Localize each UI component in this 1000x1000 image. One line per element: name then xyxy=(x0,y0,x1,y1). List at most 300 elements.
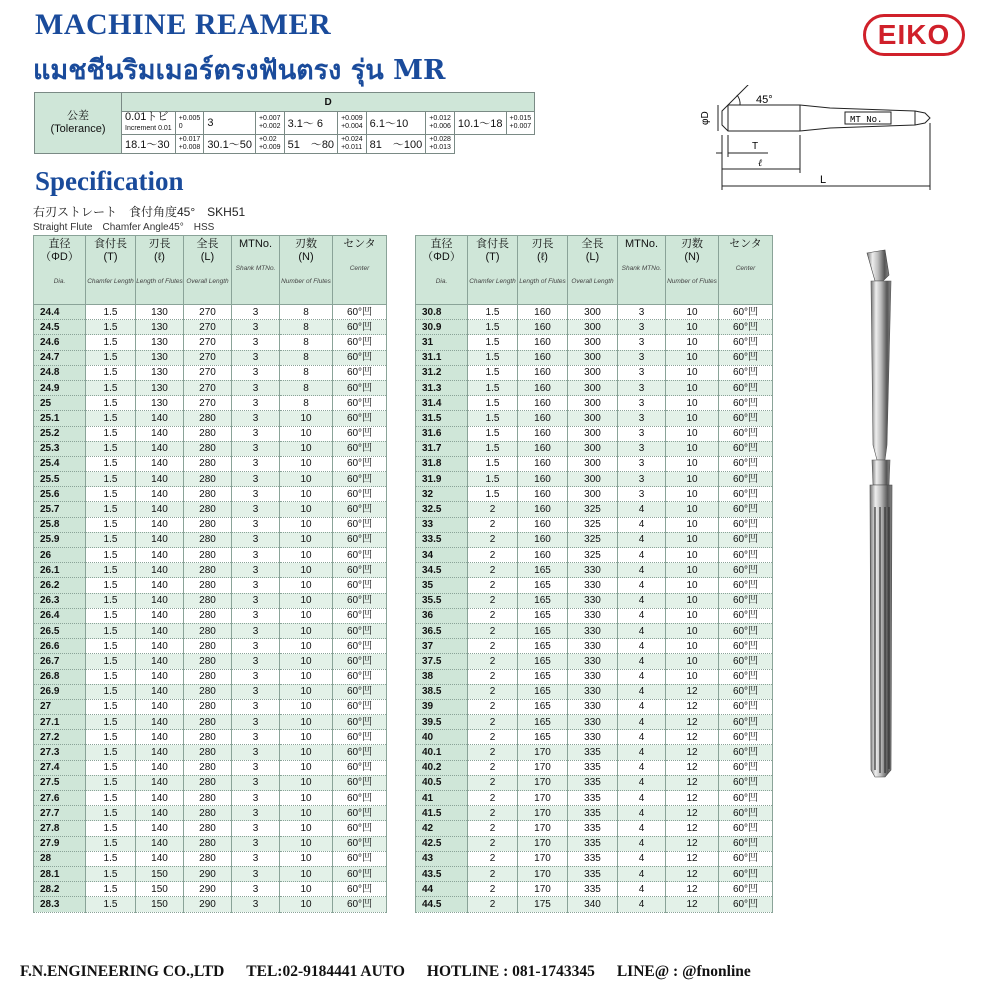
table-cell: 10 xyxy=(666,411,719,426)
tolerance-value: +0.009 +0.004 xyxy=(338,112,367,135)
table-cell: 60°凹 xyxy=(333,684,387,699)
table-cell: 150 xyxy=(136,882,184,897)
table-cell: 4 xyxy=(618,669,666,684)
table-cell: 1.5 xyxy=(86,502,136,517)
table-cell: 4 xyxy=(618,532,666,547)
table-cell: 335 xyxy=(568,851,618,866)
table-cell: 2 xyxy=(468,730,518,745)
table-cell: 1.5 xyxy=(86,487,136,502)
table-row xyxy=(416,472,773,487)
table-cell: 270 xyxy=(184,335,232,350)
table-cell: 165 xyxy=(518,578,568,593)
table-cell: 10 xyxy=(280,548,333,563)
column-header-en: Shank MTNo. xyxy=(235,265,276,272)
table-cell: 335 xyxy=(568,821,618,836)
table-cell: 160 xyxy=(518,532,568,547)
table-row xyxy=(416,441,773,456)
specification-heading: Specification xyxy=(35,166,184,196)
column-header-en: Number of Flutes xyxy=(281,278,331,285)
column-header-jp: 食付長 xyxy=(476,238,509,250)
table-cell: 10 xyxy=(666,639,719,654)
table-cell: 3 xyxy=(232,882,280,897)
table-cell: 26.3 xyxy=(34,593,86,608)
table-cell: 325 xyxy=(568,502,618,517)
table-row xyxy=(416,380,773,395)
footer-company: F.N.ENGINEERING CO.,LTD xyxy=(20,963,225,980)
table-row xyxy=(34,456,387,471)
table-cell: 2 xyxy=(468,715,518,730)
table-cell: 280 xyxy=(184,548,232,563)
table-cell: 60°凹 xyxy=(719,456,773,471)
table-cell: 330 xyxy=(568,623,618,638)
table-cell: 60°凹 xyxy=(719,745,773,760)
table-cell: 1.5 xyxy=(468,456,518,471)
t-label: T xyxy=(752,141,759,152)
table-cell: 25.4 xyxy=(34,456,86,471)
table-cell: 26.9 xyxy=(34,684,86,699)
table-cell: 31.6 xyxy=(416,426,468,441)
table-cell: 3 xyxy=(232,563,280,578)
table-row xyxy=(34,851,387,866)
table-cell: 1.5 xyxy=(86,350,136,365)
table-cell: 2 xyxy=(468,623,518,638)
table-cell: 1.5 xyxy=(468,441,518,456)
footer-hotline: HOTLINE : 081-1743345 xyxy=(426,963,595,980)
table-cell: 10 xyxy=(280,654,333,669)
table-cell: 27.9 xyxy=(34,836,86,851)
table-cell: 2 xyxy=(468,563,518,578)
table-row xyxy=(34,684,387,699)
table-cell: 60°凹 xyxy=(719,320,773,335)
table-cell: 31.1 xyxy=(416,350,468,365)
tolerance-label xyxy=(35,93,122,154)
table-cell: 28.2 xyxy=(34,882,86,897)
table-row xyxy=(34,563,387,578)
table-cell: 165 xyxy=(518,684,568,699)
table-cell: 160 xyxy=(518,426,568,441)
tolerance-value: +0.02 +0.009 xyxy=(255,135,284,154)
column-header xyxy=(136,236,184,305)
table-cell: 3 xyxy=(232,456,280,471)
table-cell: 60°凹 xyxy=(333,608,387,623)
table-row xyxy=(416,411,773,426)
table-cell: 280 xyxy=(184,426,232,441)
table-cell: 4 xyxy=(618,623,666,638)
table-cell: 140 xyxy=(136,654,184,669)
tolerance-value: +0.024 +0.011 xyxy=(338,135,367,154)
column-header-symbol: (T) xyxy=(103,251,118,263)
table-cell: 60°凹 xyxy=(719,578,773,593)
table-row xyxy=(416,882,773,897)
table-cell: 60°凹 xyxy=(333,396,387,411)
table-cell: 130 xyxy=(136,365,184,380)
table-cell: 1.5 xyxy=(86,305,136,320)
table-cell: 160 xyxy=(518,411,568,426)
table-cell: 300 xyxy=(568,320,618,335)
table-cell: 300 xyxy=(568,441,618,456)
table-cell: 60°凹 xyxy=(333,897,387,912)
column-header-en: Chamfer Length xyxy=(469,278,516,285)
angle-label: 45° xyxy=(756,94,773,106)
tolerance-table xyxy=(34,92,535,154)
table-cell: 60°凹 xyxy=(719,502,773,517)
tolerance-range: 3.1～ 6 xyxy=(284,112,337,135)
table-cell: 12 xyxy=(666,791,719,806)
table-cell: 290 xyxy=(184,897,232,912)
table-cell: 1.5 xyxy=(86,456,136,471)
table-cell: 24.6 xyxy=(34,335,86,350)
table-cell: 300 xyxy=(568,305,618,320)
table-row xyxy=(34,699,387,714)
table-cell: 60°凹 xyxy=(719,517,773,532)
table-cell: 300 xyxy=(568,365,618,380)
table-cell: 36.5 xyxy=(416,623,468,638)
table-cell: 140 xyxy=(136,472,184,487)
table-cell: 160 xyxy=(518,380,568,395)
table-cell: 60°凹 xyxy=(719,365,773,380)
table-cell: 10 xyxy=(280,426,333,441)
table-cell: 140 xyxy=(136,411,184,426)
table-cell: 1.5 xyxy=(468,426,518,441)
table-cell: 165 xyxy=(518,623,568,638)
table-row xyxy=(416,791,773,806)
table-cell: 28.3 xyxy=(34,897,86,912)
table-cell: 3 xyxy=(618,456,666,471)
table-cell: 170 xyxy=(518,882,568,897)
table-cell: 1.5 xyxy=(86,380,136,395)
table-cell: 140 xyxy=(136,502,184,517)
table-cell: 1.5 xyxy=(86,866,136,881)
column-header-symbol: (N) xyxy=(684,251,700,263)
table-row xyxy=(416,548,773,563)
table-cell: 160 xyxy=(518,502,568,517)
table-cell: 3 xyxy=(232,821,280,836)
table-cell: 10 xyxy=(280,699,333,714)
table-cell: 2 xyxy=(468,821,518,836)
tolerance-range: 3 xyxy=(204,112,256,135)
table-cell: 3 xyxy=(618,350,666,365)
table-cell: 4 xyxy=(618,760,666,775)
table-cell: 1.5 xyxy=(86,365,136,380)
table-cell: 3 xyxy=(232,305,280,320)
table-cell: 35.5 xyxy=(416,593,468,608)
table-cell: 335 xyxy=(568,791,618,806)
table-row xyxy=(34,335,387,350)
table-cell: 4 xyxy=(618,548,666,563)
table-cell: 3 xyxy=(232,548,280,563)
table-cell: 10 xyxy=(280,836,333,851)
table-cell: 60°凹 xyxy=(719,563,773,578)
table-cell: 280 xyxy=(184,791,232,806)
table-cell: 60°凹 xyxy=(333,806,387,821)
table-cell: 2 xyxy=(468,836,518,851)
table-cell: 12 xyxy=(666,699,719,714)
table-cell: 60°凹 xyxy=(719,639,773,654)
column-header-en: Number of Flutes xyxy=(667,278,717,285)
table-cell: 10 xyxy=(280,487,333,502)
table-row xyxy=(416,760,773,775)
table-cell: 330 xyxy=(568,669,618,684)
table-cell: 60°凹 xyxy=(333,563,387,578)
tolerance-range: 30.1～50 xyxy=(204,135,256,154)
table-cell: 10 xyxy=(666,380,719,395)
table-cell: 4 xyxy=(618,821,666,836)
spec-table-header xyxy=(34,236,387,305)
table-cell: 160 xyxy=(518,396,568,411)
table-cell: 10 xyxy=(280,593,333,608)
column-header-symbol: （ΦD） xyxy=(40,251,79,263)
table-cell: 30.8 xyxy=(416,305,468,320)
column-header xyxy=(416,236,468,305)
table-cell: 27.8 xyxy=(34,821,86,836)
table-cell: 300 xyxy=(568,350,618,365)
table-cell: 4 xyxy=(618,684,666,699)
table-cell: 60°凹 xyxy=(333,548,387,563)
table-cell: 1.5 xyxy=(86,730,136,745)
table-row xyxy=(416,806,773,821)
table-cell: 24.4 xyxy=(34,305,86,320)
table-cell: 28.1 xyxy=(34,866,86,881)
table-row xyxy=(416,608,773,623)
table-cell: 36 xyxy=(416,608,468,623)
table-cell: 280 xyxy=(184,639,232,654)
table-cell: 10 xyxy=(280,760,333,775)
table-cell: 26.8 xyxy=(34,669,86,684)
table-cell: 8 xyxy=(280,380,333,395)
spec-table-header xyxy=(416,236,773,305)
table-cell: 140 xyxy=(136,760,184,775)
table-cell: 1.5 xyxy=(86,654,136,669)
table-cell: 140 xyxy=(136,821,184,836)
table-cell: 43 xyxy=(416,851,468,866)
table-cell: 60°凹 xyxy=(719,396,773,411)
footer-tel: TEL:02-9184441 AUTO xyxy=(246,963,405,980)
table-cell: 330 xyxy=(568,563,618,578)
table-cell: 10 xyxy=(666,563,719,578)
table-cell: 1.5 xyxy=(86,851,136,866)
column-header-jp: 全長 xyxy=(581,238,604,250)
column-header-symbol: (ℓ) xyxy=(154,251,165,263)
table-cell: 280 xyxy=(184,654,232,669)
table-cell: 140 xyxy=(136,775,184,790)
mt-label: MT No. xyxy=(850,115,883,125)
table-row xyxy=(416,350,773,365)
column-header-en: Center xyxy=(349,265,370,272)
table-row xyxy=(416,396,773,411)
table-cell: 2 xyxy=(468,684,518,699)
table-cell: 34.5 xyxy=(416,563,468,578)
table-cell: 60°凹 xyxy=(333,426,387,441)
table-cell: 140 xyxy=(136,669,184,684)
table-row xyxy=(34,654,387,669)
table-cell: 270 xyxy=(184,380,232,395)
table-cell: 1.5 xyxy=(86,684,136,699)
table-cell: 1.5 xyxy=(86,472,136,487)
table-cell: 3 xyxy=(232,350,280,365)
table-cell: 26.7 xyxy=(34,654,86,669)
table-cell: 280 xyxy=(184,730,232,745)
table-cell: 1.5 xyxy=(86,699,136,714)
table-cell: 10 xyxy=(666,456,719,471)
table-cell: 8 xyxy=(280,320,333,335)
table-cell: 60°凹 xyxy=(719,791,773,806)
table-row xyxy=(416,593,773,608)
table-cell: 10 xyxy=(280,472,333,487)
table-cell: 4 xyxy=(618,563,666,578)
column-header xyxy=(184,236,232,305)
increment-jp: 0.01トビ xyxy=(125,111,169,123)
table-cell: 4 xyxy=(618,699,666,714)
tolerance-value: +0.007 +0.002 xyxy=(255,112,284,135)
table-cell: 60°凹 xyxy=(719,882,773,897)
table-row xyxy=(34,836,387,851)
table-cell: 10 xyxy=(280,775,333,790)
table-cell: 34 xyxy=(416,548,468,563)
table-cell: 60°凹 xyxy=(333,882,387,897)
table-cell: 270 xyxy=(184,365,232,380)
column-header-en: Shank MTNo. xyxy=(621,265,662,272)
table-cell: 335 xyxy=(568,745,618,760)
table-cell: 4 xyxy=(618,851,666,866)
angle-arc xyxy=(737,95,740,105)
column-header xyxy=(568,236,618,305)
table-row xyxy=(34,623,387,638)
table-cell: 37.5 xyxy=(416,654,468,669)
table-cell: 140 xyxy=(136,578,184,593)
table-cell: 140 xyxy=(136,548,184,563)
table-cell: 160 xyxy=(518,517,568,532)
table-cell: 10 xyxy=(280,897,333,912)
table-row xyxy=(34,745,387,760)
table-cell: 3 xyxy=(232,502,280,517)
table-cell: 1.5 xyxy=(86,608,136,623)
column-header-en: Length of Flutes xyxy=(519,278,566,285)
table-cell: 60°凹 xyxy=(333,411,387,426)
table-cell: 2 xyxy=(468,882,518,897)
table-cell: 1.5 xyxy=(468,365,518,380)
table-cell: 12 xyxy=(666,836,719,851)
table-row xyxy=(416,654,773,669)
table-row xyxy=(34,548,387,563)
eiko-logo xyxy=(863,14,965,56)
table-cell: 1.5 xyxy=(86,517,136,532)
table-cell: 3 xyxy=(232,365,280,380)
table-cell: 2 xyxy=(468,745,518,760)
table-cell: 330 xyxy=(568,730,618,745)
table-cell: 60°凹 xyxy=(333,441,387,456)
table-cell: 325 xyxy=(568,517,618,532)
table-cell: 280 xyxy=(184,699,232,714)
table-cell: 10 xyxy=(280,639,333,654)
table-cell: 3 xyxy=(232,745,280,760)
table-cell: 140 xyxy=(136,715,184,730)
table-row xyxy=(34,305,387,320)
table-cell: 1.5 xyxy=(86,411,136,426)
table-cell: 4 xyxy=(618,745,666,760)
table-cell: 170 xyxy=(518,806,568,821)
table-cell: 60°凹 xyxy=(333,821,387,836)
table-cell: 24.8 xyxy=(34,365,86,380)
table-row xyxy=(34,775,387,790)
table-cell: 1.5 xyxy=(468,305,518,320)
table-cell: 300 xyxy=(568,380,618,395)
table-cell: 10 xyxy=(666,426,719,441)
table-cell: 25.2 xyxy=(34,426,86,441)
column-header xyxy=(518,236,568,305)
table-cell: 10 xyxy=(666,623,719,638)
table-cell: 280 xyxy=(184,669,232,684)
table-cell: 60°凹 xyxy=(333,472,387,487)
table-cell: 330 xyxy=(568,608,618,623)
column-header-en: Chamfer Length xyxy=(87,278,134,285)
table-cell: 27 xyxy=(34,699,86,714)
table-row xyxy=(34,730,387,745)
table-cell: 38.5 xyxy=(416,684,468,699)
table-cell: 10 xyxy=(280,608,333,623)
table-cell: 33.5 xyxy=(416,532,468,547)
table-row xyxy=(34,593,387,608)
table-cell: 40.1 xyxy=(416,745,468,760)
tolerance-range: 51 ～80 xyxy=(284,135,337,154)
table-cell: 170 xyxy=(518,775,568,790)
column-header-jp: 全長 xyxy=(196,238,219,250)
table-cell: 26.4 xyxy=(34,608,86,623)
table-cell: 10 xyxy=(280,745,333,760)
table-cell: 3 xyxy=(618,472,666,487)
table-cell: 4 xyxy=(618,593,666,608)
table-cell: 10 xyxy=(280,578,333,593)
table-cell: 140 xyxy=(136,806,184,821)
table-cell: 10 xyxy=(666,487,719,502)
table-cell: 8 xyxy=(280,305,333,320)
table-cell: 170 xyxy=(518,851,568,866)
column-header-symbol: （ΦD） xyxy=(422,251,461,263)
table-cell: 10 xyxy=(280,563,333,578)
table-cell: 60°凹 xyxy=(333,639,387,654)
reamer-outline xyxy=(722,105,930,131)
l-label: ℓ xyxy=(758,158,763,169)
table-row xyxy=(34,578,387,593)
table-cell: 300 xyxy=(568,472,618,487)
table-cell: 10 xyxy=(666,396,719,411)
column-header-en: Dia. xyxy=(435,278,448,285)
table-cell: 2 xyxy=(468,760,518,775)
table-cell: 27.3 xyxy=(34,745,86,760)
table-row xyxy=(416,699,773,714)
table-cell: 10 xyxy=(666,593,719,608)
table-cell: 41.5 xyxy=(416,806,468,821)
table-cell: 1.5 xyxy=(86,593,136,608)
column-header xyxy=(333,236,387,305)
table-row xyxy=(416,684,773,699)
table-row xyxy=(416,487,773,502)
table-cell: 280 xyxy=(184,715,232,730)
table-cell: 335 xyxy=(568,882,618,897)
table-cell: 60°凹 xyxy=(719,821,773,836)
table-cell: 1.5 xyxy=(86,623,136,638)
table-cell: 10 xyxy=(666,502,719,517)
table-cell: 60°凹 xyxy=(719,608,773,623)
table-cell: 2 xyxy=(468,532,518,547)
column-header-en: Overall Length xyxy=(186,278,229,285)
table-cell: 140 xyxy=(136,639,184,654)
table-cell: 1.5 xyxy=(468,380,518,395)
table-cell: 290 xyxy=(184,882,232,897)
tang-shape xyxy=(867,250,889,281)
table-cell: 10 xyxy=(280,851,333,866)
table-row xyxy=(34,411,387,426)
table-cell: 31.8 xyxy=(416,456,468,471)
